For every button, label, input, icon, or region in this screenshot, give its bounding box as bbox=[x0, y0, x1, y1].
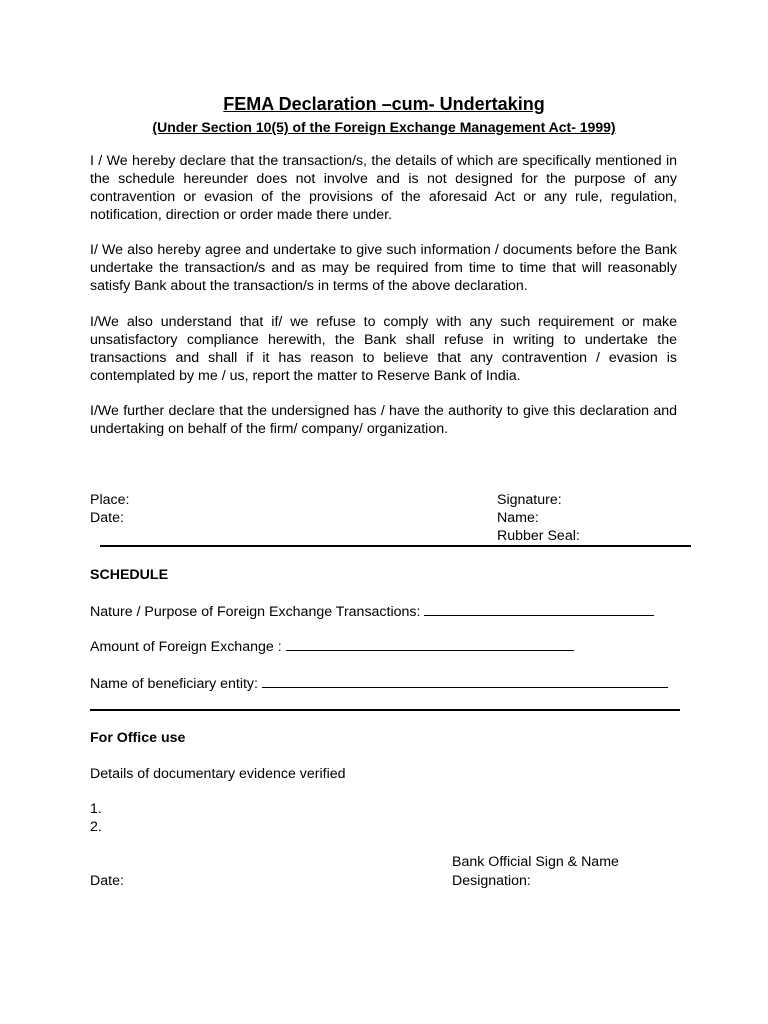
schedule-amount-row bbox=[90, 637, 574, 656]
declaration-paragraph-4: I/We further declare that the undersigned has / have the authority to give this declaration and undertaking on behalf of the firm/ company/ organization. bbox=[90, 403, 677, 437]
rubber-seal-label: Rubber Seal: bbox=[497, 528, 580, 544]
section-divider bbox=[90, 709, 680, 711]
amount-blank bbox=[286, 637, 574, 651]
date-label: Date: bbox=[90, 510, 124, 526]
documentary-evidence-label: Details of documentary evidence verified bbox=[90, 766, 346, 782]
place-label: Place: bbox=[90, 492, 130, 508]
nature-purpose-label: Nature / Purpose of Foreign Exchange Transactions: bbox=[90, 604, 421, 620]
schedule-nature-row bbox=[90, 602, 654, 621]
nature-purpose-blank bbox=[424, 602, 654, 616]
evidence-item-2: 2. bbox=[90, 819, 102, 835]
document-subtitle: (Under Section 10(5) of the Foreign Exchange Management Act- 1999) bbox=[152, 119, 616, 135]
declaration-paragraph-1: I / We hereby declare that the transaction/s, the details of which are specifically mentioned in the schedule hereunder does not involve and is not designed for the purpose of any contravention or evasion of the provisions of the aforesaid Act or any rule, regulation, notification, direction or order made there under. bbox=[90, 153, 677, 223]
bank-official-sign-label: Bank Official Sign & Name bbox=[452, 854, 619, 870]
declaration-paragraph-2: I/ We also hereby agree and undertake to give such information / documents before the Bank undertake the transaction/s and as may be required from time to time that will reasonably satisfy Bank about the transaction/s in terms of the above declaration. bbox=[90, 242, 677, 294]
designation-label: Designation: bbox=[452, 873, 531, 889]
office-date-label: Date: bbox=[90, 873, 124, 889]
beneficiary-blank bbox=[262, 674, 668, 688]
evidence-item-1: 1. bbox=[90, 801, 102, 817]
schedule-heading: SCHEDULE bbox=[90, 567, 169, 583]
office-use-heading: For Office use bbox=[90, 730, 186, 746]
document-title: FEMA Declaration –cum- Undertaking bbox=[223, 94, 545, 114]
schedule-beneficiary-row bbox=[90, 674, 668, 693]
beneficiary-label: Name of beneficiary entity: bbox=[90, 676, 258, 692]
section-divider bbox=[100, 545, 691, 547]
name-label: Name: bbox=[497, 510, 539, 526]
signature-label: Signature: bbox=[497, 492, 562, 508]
declaration-paragraph-3: I/We also understand that if/ we refuse to comply with any such requirement or make unsatisfactory compliance herewith, the Bank shall refuse in writing to undertake the transactions and shall if it has reason to believe that any contravention / evasion is contemplated by me / us, report the matter to Reserve Bank of India. bbox=[90, 314, 677, 384]
amount-label: Amount of Foreign Exchange : bbox=[90, 639, 282, 655]
